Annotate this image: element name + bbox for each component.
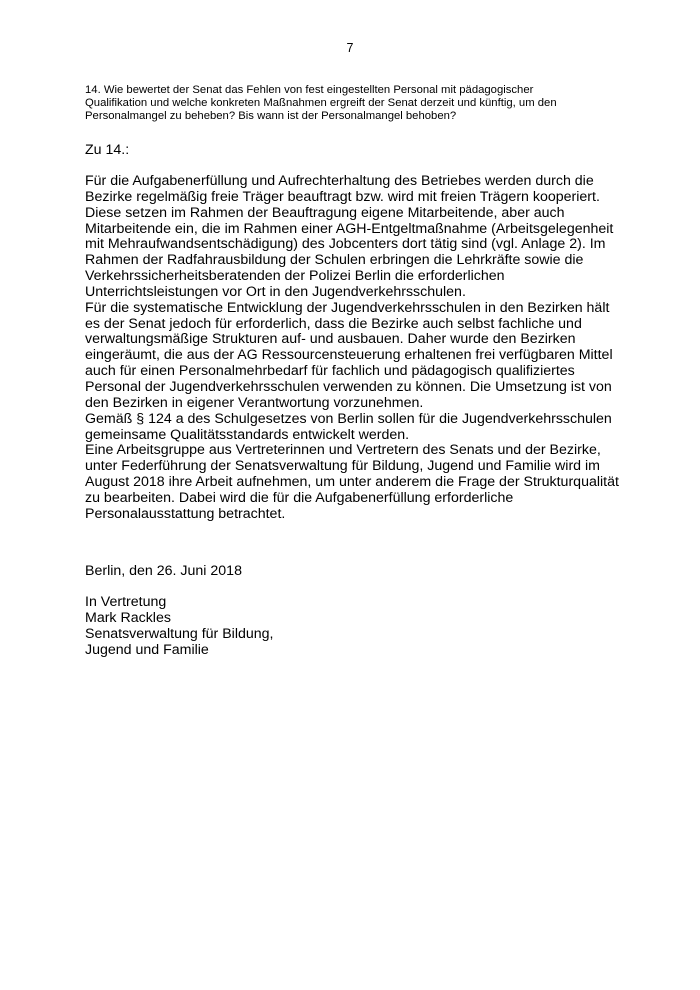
answer-line: Mitarbeitende ein, die im Rahmen einer AGH-Entgeltmaßnahme (Arbeitsgelegenheit <box>85 220 614 237</box>
answer-line: Bezirke regelmäßig freie Träger beauftragt bzw. wird mit freien Trägern kooperiert. <box>85 188 600 205</box>
answer-line: gemeinsame Qualitätsstandards entwickelt werden. <box>85 426 410 443</box>
question-line: Qualifikation und welche konkreten Maßnahmen ergreift der Senat derzeit und künftig, um den <box>85 97 557 110</box>
question-line: Personalmangel zu beheben? Bis wann ist der Personalmangel behoben? <box>85 110 457 123</box>
answer-line: Eine Arbeitsgruppe aus Vertreterinnen und Vertretern des Senats und der Bezirke, <box>85 442 601 459</box>
answer-line: eingeräumt, die aus der AG Ressourcensteuerung erhaltenen frei verfügbaren Mittel <box>85 347 613 364</box>
answer-line: mit Mehraufwandsentschädigung) des Jobcenters dort tätig sind (vgl. Anlage 2). Im <box>85 236 606 253</box>
answer-body <box>85 174 630 523</box>
signature-department: Senatsverwaltung für Bildung, <box>85 625 274 642</box>
signature-department: Jugend und Familie <box>85 641 209 658</box>
answer-line: Personal der Jugendverkehrsschulen verwenden zu können. Die Umsetzung ist von <box>85 378 612 395</box>
question-text <box>85 84 625 124</box>
question-line: 14. Wie bewertet der Senat das Fehlen von fest eingestellten Personal mit pädagogischer <box>85 84 534 96</box>
answer-line: den Bezirken in eigener Verantwortung vorzunehmen. <box>85 394 424 411</box>
answer-line: es der Senat jedoch für erforderlich, dass die Bezirke auch selbst fachliche und <box>85 315 582 332</box>
answer-line: August 2018 ihre Arbeit aufnehmen, um unter anderem die Frage der Strukturqualität <box>85 474 619 491</box>
answer-line: Diese setzen im Rahmen der Beauftragung eigene Mitarbeitende, aber auch <box>85 204 565 221</box>
answer-heading: Zu 14.: <box>85 142 130 158</box>
answer-line: auch für einen Personalmehrbedarf für fachlich und pädagogisch qualifiziertes <box>85 363 575 380</box>
answer-line: zu bearbeiten. Dabei wird die für die Aufgabenerfüllung erforderliche <box>85 489 514 506</box>
answer-line: Für die Aufgabenerfüllung und Aufrechterhaltung des Betriebes werden durch die <box>85 173 594 189</box>
answer-line: verwaltungsmäßige Strukturen auf- und ausbauen. Daher wurde den Bezirken <box>85 331 576 348</box>
page-number: 7 <box>346 41 354 55</box>
answer-line: Gemäß § 124 a des Schulgesetzes von Berlin sollen für die Jugendverkehrsschulen <box>85 410 612 427</box>
answer-line: Unterrichtsleistungen vor Ort in den Jugendverkehrsschulen. <box>85 283 466 300</box>
answer-line: Personalausstattung betrachtet. <box>85 505 286 522</box>
answer-line: Für die systematische Entwicklung der Jugendverkehrsschulen in den Bezirken hält <box>85 299 610 316</box>
signature-line: In Vertretung <box>85 594 167 610</box>
signature-name: Mark Rackles <box>85 609 171 626</box>
answer-line: Rahmen der Radfahrausbildung der Schulen erbringen die Lehrkräfte sowie die <box>85 252 584 269</box>
signature-block <box>85 595 274 659</box>
date-line: Berlin, den 26. Juni 2018 <box>85 563 242 579</box>
answer-line: Verkehrssicherheitsberatenden der Polizei Berlin die erforderlichen <box>85 268 505 285</box>
answer-line: unter Federführung der Senatsverwaltung für Bildung, Jugend und Familie wird im <box>85 458 600 475</box>
